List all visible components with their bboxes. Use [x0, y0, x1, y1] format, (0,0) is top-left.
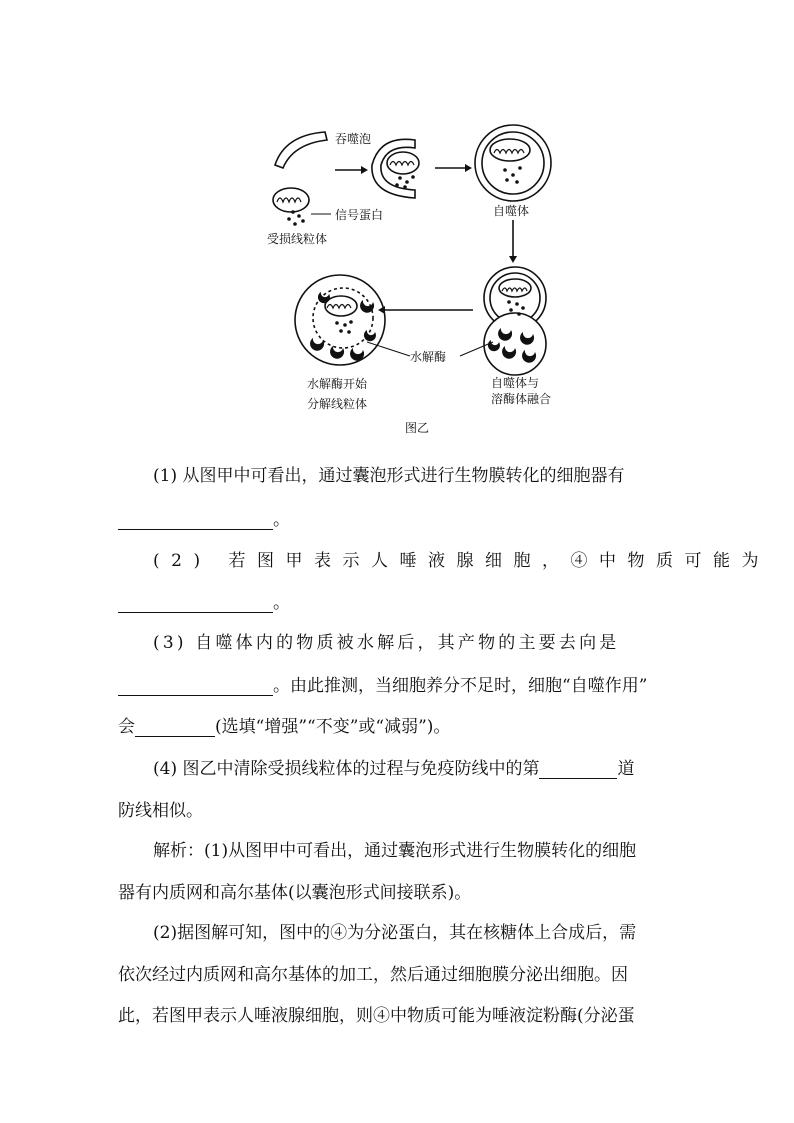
- analysis-2-line1: (2)据图解可知，图中的④为分泌蛋白，其在核糖体上合成后，需: [153, 923, 637, 943]
- fusion-shape: [484, 267, 546, 375]
- question-1-line1: (1) 从图甲中可看出，通过囊泡形式进行生物膜转化的细胞器有: [153, 466, 625, 486]
- analysis-1-line2: 器有内质网和高尔基体(以囊泡形式间接联系)。: [118, 883, 472, 903]
- question-2-line1: (2) 若图甲表示人唾液腺细胞，④中物质可能为: [153, 551, 770, 571]
- question-3-line2: [118, 671, 678, 696]
- question-2-end: 。: [273, 593, 290, 613]
- question-1-answer-line: [118, 505, 678, 530]
- label-autophagosome: 自噬体: [493, 204, 530, 218]
- label-decompose-line2: 分解线粒体: [307, 397, 368, 411]
- question-2-answer-line: [118, 588, 678, 613]
- answer-blank-5[interactable]: [539, 760, 617, 779]
- decomposition-shape: [295, 275, 385, 365]
- question-4-line1-text: (4) 图乙中清除受损线粒体的过程与免疫防线中的第: [153, 759, 540, 779]
- analysis-2-line3: 此，若图甲表示人唾液腺细胞，则④中物质可能为唾液淀粉酶(分泌蛋: [118, 1006, 635, 1026]
- damaged-mitochondrion-shape: [273, 188, 309, 212]
- label-decompose-line1: 水解酶开始: [307, 377, 368, 391]
- label-fusion-line1: 自噬体与: [491, 376, 540, 390]
- label-damaged-mitochondrion: 受损线粒体: [267, 232, 328, 246]
- label-hydrolase: 水解酶: [410, 350, 447, 364]
- question-4-line2: 防线相似。: [118, 801, 203, 821]
- question-3-line1: (3) 自噬体内的物质被水解后，其产物的主要去向是: [153, 633, 620, 653]
- answer-blank-1[interactable]: [118, 511, 273, 530]
- label-signal-protein: 信号蛋白: [335, 208, 384, 222]
- autophagosome-shape: [475, 125, 551, 201]
- answer-blank-4[interactable]: [135, 718, 215, 737]
- label-fusion-line2: 溶酶体融合: [491, 392, 552, 406]
- question-3-line3: [118, 712, 678, 737]
- analysis-1-line1: 解析：(1)从图甲中可看出，通过囊泡形式进行生物膜转化的细胞: [153, 841, 637, 861]
- figure-caption: 图乙: [405, 421, 430, 435]
- answer-blank-2[interactable]: [118, 594, 273, 613]
- question-3-line3-prefix: 会: [118, 717, 135, 737]
- engulfing-phagophore-shape: [372, 139, 415, 198]
- question-3-line2-text: 。由此推测，当细胞养分不足时，细胞“自噬作用”: [273, 676, 648, 696]
- figure-autophagy: [255, 120, 575, 440]
- phagophore-shape: [275, 132, 327, 168]
- label-phagophore: 吞噬泡: [335, 132, 372, 146]
- answer-blank-3[interactable]: [118, 677, 273, 696]
- question-4-line1: [153, 754, 713, 779]
- question-3-line3-suffix: (选填“增强”“不变”或“减弱”)。: [215, 717, 451, 737]
- question-4-line1-end: 道: [617, 759, 635, 779]
- question-1-end: 。: [273, 510, 290, 530]
- analysis-2-line2: 依次经过内质网和高尔基体的加工，然后通过细胞膜分泌出细胞。因: [118, 965, 628, 985]
